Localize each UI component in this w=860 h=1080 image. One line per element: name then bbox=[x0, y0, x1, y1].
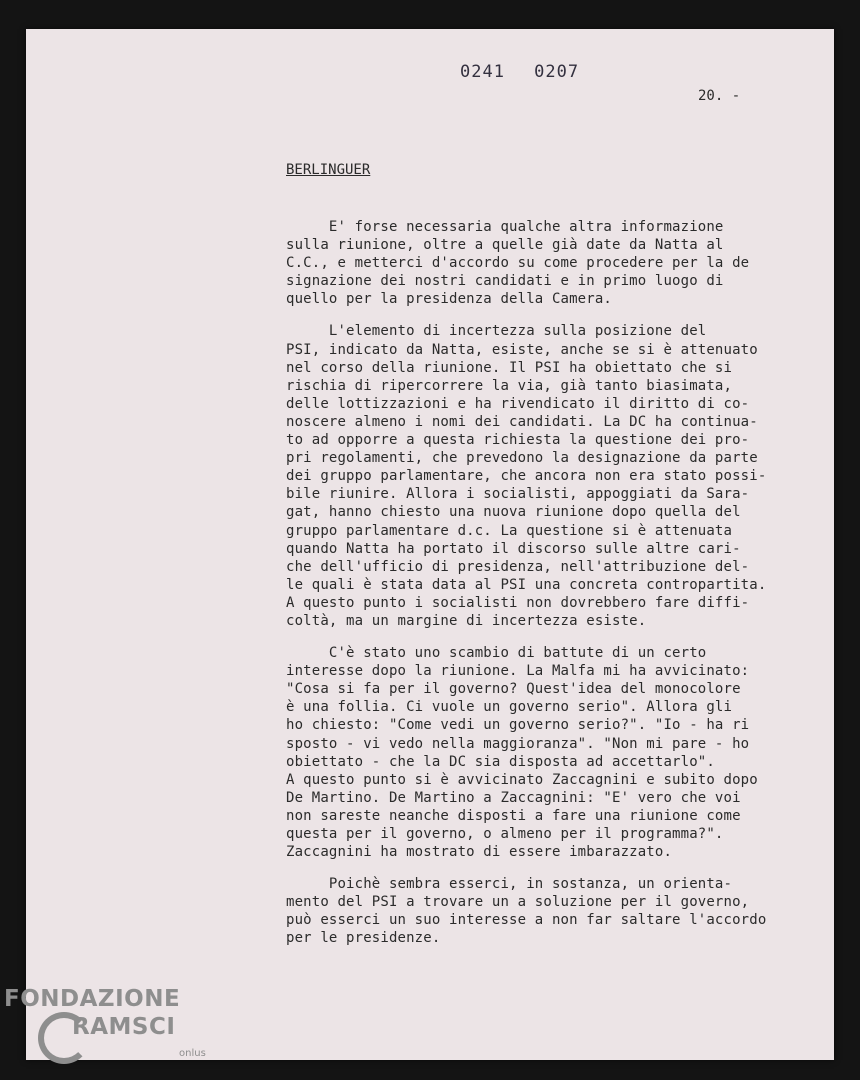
text-line: bile riunire. Allora i socialisti, appoggiati da Sara- bbox=[286, 486, 750, 503]
text-line: coltà, ma un margine di incertezza esiste. bbox=[286, 612, 647, 629]
text-line: sulla riunione, oltre a quelle già date da Natta al bbox=[286, 237, 724, 254]
text-line: C'è stato uno scambio di battute di un certo bbox=[286, 645, 707, 662]
text-line: sposto - vi vedo nella maggioranza". "Non mi pare - ho bbox=[286, 735, 750, 752]
document-body bbox=[286, 218, 826, 962]
text-line: pri regolamenti, che prevedono la designazione da parte bbox=[286, 450, 758, 467]
page-number: 20. - bbox=[698, 88, 741, 104]
text-line: gruppo parlamentare d.c. La questione si è attenuata bbox=[286, 522, 733, 539]
text-line: ho chiesto: "Come vedi un governo serio?". "Io - ha ri bbox=[286, 717, 750, 734]
text-line: quello per la presidenza della Camera. bbox=[286, 291, 612, 308]
text-line: dei gruppo parlamentare, che ancora non era stato possi- bbox=[286, 468, 767, 485]
paragraph bbox=[286, 875, 826, 947]
text-line: A questo punto i socialisti non dovrebbero fare diffi- bbox=[286, 594, 750, 611]
watermark-line3: onlus bbox=[179, 1048, 206, 1059]
text-line: nel corso della riunione. Il PSI ha obiettato che si bbox=[286, 359, 733, 376]
text-line: L'elemento di incertezza sulla posizione del bbox=[286, 323, 707, 340]
text-line: noscere almeno i nomi dei candidati. La DC ha continua- bbox=[286, 413, 758, 430]
text-line: "Cosa si fa per il governo? Quest'idea del monocolore bbox=[286, 681, 741, 698]
text-line: è una follia. Ci vuole un governo serio". Allora gli bbox=[286, 699, 733, 716]
text-line: mento del PSI a trovare un a soluzione per il governo, bbox=[286, 894, 750, 911]
text-line: E' forse necessaria qualche altra informazione bbox=[286, 219, 724, 235]
speaker-heading: BERLINGUER bbox=[286, 162, 371, 178]
watermark-line2: RAMSCI bbox=[72, 1014, 176, 1040]
text-line: Zaccagnini ha mostrato di essere imbarazzato. bbox=[286, 844, 673, 861]
text-line: obiettato - che la DC sia disposta ad accettarlo". bbox=[286, 753, 715, 770]
text-line: non sareste neanche disposti a fare una riunione come bbox=[286, 807, 741, 824]
text-line: gat, hanno chiesto una nuova riunione dopo quella del bbox=[286, 504, 741, 521]
text-line: che dell'ufficio di presidenza, nell'attribuzione del- bbox=[286, 558, 750, 575]
paragraph bbox=[286, 218, 826, 308]
text-line: A questo punto si è avvicinato Zaccagnini e subito dopo bbox=[286, 771, 758, 788]
watermark-line1: FONDAZIONE bbox=[4, 986, 181, 1012]
text-line: PSI, indicato da Natta, esiste, anche se si è attenuato bbox=[286, 341, 758, 358]
text-line: C.C., e metterci d'accordo su come procedere per la de bbox=[286, 255, 750, 272]
text-line: per le presidenze. bbox=[286, 930, 441, 947]
text-line: le quali è stata data al PSI una concreta contropartita. bbox=[286, 576, 767, 593]
text-line: questa per il governo, o almeno per il programma?". bbox=[286, 826, 724, 842]
text-line: quando Natta ha portato il discorso sulle altre cari- bbox=[286, 540, 741, 557]
text-line: De Martino. De Martino a Zaccagnini: "E' vero che voi bbox=[286, 789, 741, 806]
text-line: Poichè sembra esserci, in sostanza, un orienta- bbox=[286, 876, 733, 893]
text-line: interesse dopo la riunione. La Malfa mi ha avvicinato: bbox=[286, 663, 750, 680]
text-line: rischia di ripercorrere la via, già tanto biasimata, bbox=[286, 377, 733, 394]
paragraph bbox=[286, 644, 826, 861]
text-line: può esserci un suo interesse a non far saltare l'accordo bbox=[286, 912, 767, 929]
text-line: to ad opporre a questa richiesta la questione dei pro- bbox=[286, 432, 750, 449]
text-line: signazione dei nostri candidati e in primo luogo di bbox=[286, 273, 724, 290]
fondazione-gramsci-logo bbox=[4, 986, 224, 1076]
text-line: delle lottizzazioni e ha rivendicato il diritto di co- bbox=[286, 395, 750, 412]
archive-number: 0241 0207 bbox=[460, 62, 580, 82]
paragraph bbox=[286, 322, 826, 630]
